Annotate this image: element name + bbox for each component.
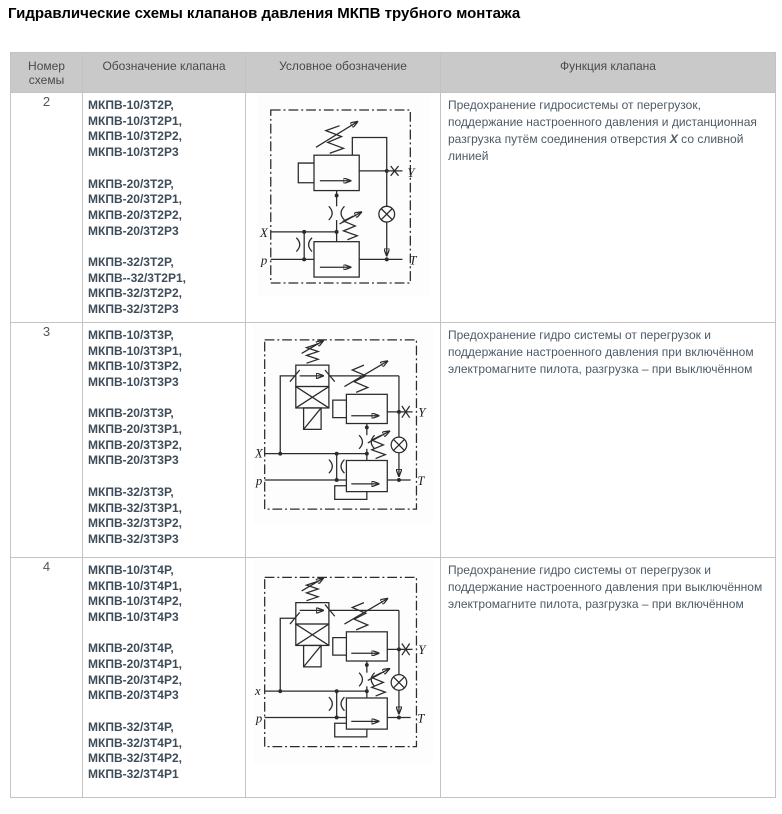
gauge-connection-icon (391, 437, 407, 453)
port-label-x: X (259, 225, 268, 240)
scheme-number: 4 (11, 557, 83, 797)
valve-designations: МКПВ-10/3Т4Р, МКПВ-10/3Т4Р1, МКПВ-10/3Т4Р2, МКПВ-10/3Т4Р3 МКПВ-20/3Т4Р, МКПВ-20/3Т4Р1, МКПВ-20/3Т4Р2, МКПВ-20/3Т4Р3 МКПВ-32/3Т4Р, МКПВ-32/3Т4Р1, МКПВ-32/3Т4Р2, МКПВ-32/3Т4Р1 (83, 557, 246, 797)
hydraulic-diagram-scheme-2 (257, 94, 429, 296)
schematic-svg-4 (253, 559, 433, 764)
valve-function (441, 557, 776, 797)
header-scheme-number: Номер схемы (11, 53, 83, 93)
throttle-icon (329, 206, 345, 220)
port-label-t: T (417, 711, 425, 726)
gauge-connection-icon (391, 674, 407, 690)
valve-function (441, 322, 776, 557)
hydraulic-diagram-scheme-4 (253, 559, 433, 764)
port-label-x: X (254, 446, 263, 461)
port-label-x: x (254, 683, 261, 698)
table-header (11, 53, 776, 93)
solenoid-valve-symbol (290, 341, 335, 430)
valve-function (441, 93, 776, 323)
adjustable-spring-icon (352, 365, 368, 392)
port-label-p: p (260, 253, 268, 268)
diagram-cell (246, 322, 441, 557)
port-label-y: Y (418, 405, 426, 420)
function-text: Предохранение гидро системы от перегрузок и поддержание настроенного давления при включённом электромагните пилота, разгрузка – при выключённом (448, 327, 754, 376)
function-text: Предохранение гидро системы от перегрузок и поддержание настроенного давления при выключённом электромагните пилота, разгрузка – при включённом (448, 562, 763, 611)
page-title: Гидравлические схемы клапанов давления МКПВ трубного монтажа (8, 5, 521, 22)
header-valve-designation: Обозначение клапана (83, 53, 246, 93)
solenoid-valve-symbol (290, 578, 335, 667)
table-row-scheme-3 (11, 322, 776, 557)
throttle-icon (359, 435, 375, 449)
port-label-y: Y (407, 165, 415, 180)
valve-schemes-table (10, 52, 776, 798)
port-label-y: Y (418, 643, 426, 658)
port-label-p: p (255, 473, 263, 488)
header-symbol: Условное обозначение (246, 53, 441, 93)
throttle-icon (359, 673, 375, 687)
function-emphasis: X (669, 132, 678, 146)
table-row-scheme-2 (11, 93, 776, 323)
scheme-number: 2 (11, 93, 83, 323)
pilot-valve-symbol (333, 361, 387, 423)
pilot-valve-symbol (298, 122, 359, 207)
port-label-p: p (255, 711, 263, 726)
dashdot-frame (265, 340, 417, 509)
adjustable-spring-icon (352, 602, 368, 629)
valve-designations: МКПВ-10/3Т3Р, МКПВ-10/3Т3Р1, МКПВ-10/3Т3Р2, МКПВ-10/3Т3Р3 МКПВ-20/3Т3Р, МКПВ-20/3Т3Р1, МКПВ-20/3Т3Р2, МКПВ-20/3Т3Р3 МКПВ-32/3Т3Р, МКПВ-32/3Т3Р1, МКПВ-32/3Т3Р2, МКПВ-32/3Т3Р3 (83, 322, 246, 557)
port-label-t: T (409, 253, 417, 268)
scheme-number: 3 (11, 322, 83, 557)
schematic-svg-3 (253, 324, 433, 524)
solenoid-left-line (280, 376, 296, 454)
dashdot-frame (265, 577, 417, 746)
header-valve-function: Функция клапана (441, 53, 776, 93)
valve-designations: МКПВ-10/3Т2Р, МКПВ-10/3Т2Р1, МКПВ-10/3Т2Р2, МКПВ-10/3Т2Р3 МКПВ-20/3Т2Р, МКПВ-20/3Т2Р1, МКПВ-20/3Т2Р2, МКПВ-20/3Т2Р3 МКПВ-32/3Т2Р, МКПВ--32/3Т2Р1, МКПВ-32/3Т2Р2, МКПВ-32/3Т2Р3 (83, 93, 246, 323)
hydraulic-diagram-scheme-3 (253, 324, 433, 524)
schematic-svg-2 (257, 94, 429, 296)
solenoid-left-line (280, 618, 296, 691)
pilot-valve-symbol (333, 599, 387, 661)
port-label-t: T (417, 473, 425, 488)
spring-icon (343, 216, 357, 240)
table-row-scheme-4 (11, 557, 776, 797)
function-text: со сливной линией (448, 132, 744, 163)
gauge-connection-icon (379, 206, 395, 222)
function-text: Предохранение гидросистемы от перегрузок, поддержание настроенного давления и дистанционная разгрузка путём соединения отверстия (448, 98, 757, 146)
main-valve-symbol (314, 212, 361, 277)
diagram-cell (246, 93, 441, 323)
diagram-cell (246, 557, 441, 797)
